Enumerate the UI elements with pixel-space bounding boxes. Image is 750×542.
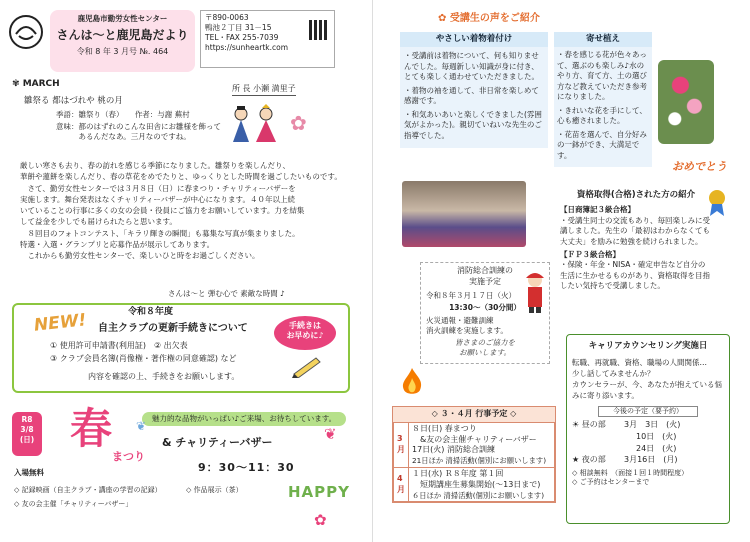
kimono-class-photo — [402, 181, 526, 247]
firefighter-illustration — [520, 270, 550, 318]
schedule-entry: 21日ほか 清掃活動(個別にお願いします) — [412, 456, 547, 466]
march-body: 厳しい寒さも去り、春の訪れを感じる季節になりました。雛祭りを楽しんだり、 華餅や蓮餅を楽しんだり、春の草花をめでたりと、ゆっくりとした時間を過ごしたいものです。 さて、勤労女性センターでは３月８日（日）に春まつり・チャリティーバザーを 実施します。舞台発表はなくチャリティーバザーが中心になります。４０年以上続 いていることの行事に多くの女の会員・役員にご協力をお願いしています。力を結集 して益金を少しでも届けられたらと思います。 ８回目のフォトコンテスト、「キラリ輝きの瞬間」も募集な写真が集まりました。 特選・入選・グランプリと応募作品が展示してあります。 これからも勤労女性センターで、楽しいひと時をお過ごしください。 — [20, 161, 342, 260]
schedule-entry: 17日(火) 消防総合訓練 — [412, 445, 495, 455]
drill-description: 火災通報・避難訓練 消火訓練を実施します。 — [426, 315, 508, 335]
contact-box — [200, 10, 335, 68]
schedule-entry: ６日ほか 清掃活動(個別にお願いします) — [412, 490, 545, 500]
haiku-author: 作者：与謝 蕪村 — [134, 110, 190, 119]
kimono-section — [400, 32, 548, 148]
flower-section — [554, 32, 652, 167]
pencil-icon — [290, 354, 324, 382]
schedule-heading: ◇ ３・４月 行事予定 ◇ — [393, 407, 555, 422]
renewal-confirm: 内容を確認の上、手続きをお願いします。 — [88, 372, 240, 381]
festival-haru: 春 — [70, 404, 113, 453]
flower-icon: ✾ — [12, 79, 23, 89]
renewal-item: ① 使用許可申請書(利用証) ② 出欠表 — [50, 341, 188, 350]
festival-note: ◇ 記録映画（自主クラブ・講座の学習の記録） — [14, 486, 162, 494]
flower-icon: ✿ — [438, 13, 450, 24]
march-signoff: さんは～と 弾む心で 素敵な時間 ♪ — [168, 289, 285, 298]
kimono-title: やさしい着物着付け — [400, 32, 548, 47]
boki-comment: ・受講生同士の交流もあり、毎回楽しみに受講しました。先生の「最初はわからなくても大丈夫」を励みに勉強を続けられました。 — [560, 215, 710, 246]
renewal-item: ③ クラブ会員名簿(肖像権・著作権の同意確認) など — [50, 354, 237, 363]
qr-code[interactable] — [304, 17, 330, 43]
new-badge: NEW! — [33, 310, 88, 336]
renewal-speech-bubble: 手続きは お早めに♪ — [274, 316, 336, 350]
fire-icon — [400, 368, 424, 400]
schedule-month: 4月 — [394, 468, 409, 502]
voices-heading: ✿ 受講生の声をご紹介 — [438, 13, 540, 24]
schedule-box — [392, 406, 556, 503]
march-heading: MARCH — [22, 79, 60, 89]
schedule-entry: 短期講座生募集開始(～13日まで) — [412, 479, 541, 489]
schedule-entry: &友の会主催チャリティーバザー — [412, 434, 537, 444]
festival-note: ◇ 作品展示（茶） — [186, 486, 243, 494]
festival-matsuri: まつり — [112, 450, 145, 463]
festival-tagline: 魅力的な品物がいっぱい♪ご来場、お待ちしています。 — [142, 412, 346, 426]
career-date-row: 10日 (火) — [636, 432, 677, 441]
table-row — [394, 468, 555, 502]
schedule-entry: ８日(日) 春まつり — [412, 423, 477, 433]
certificate-title: 資格取得(合格)された方の紹介 — [576, 190, 696, 200]
schedule-month: 3月 — [394, 422, 409, 467]
table-row — [394, 422, 555, 467]
drill-request: 皆さまのご協力を お願いします。 — [455, 338, 515, 358]
fp-comment: ・保険・年金・NISA・確定申告など自分の生活に生かせるものがあり、資格取得を目指したい気持ちで受講しました。 — [560, 260, 710, 291]
masthead — [50, 10, 195, 72]
page-divider — [372, 0, 373, 542]
flower-comment: ・きれいな花を手にして、心も癒されました。 — [557, 105, 647, 126]
center-logo — [8, 14, 44, 50]
renewal-title: 自主クラブの更新手続きについて — [98, 323, 248, 334]
career-date-row: ☀ 昼の部 3月 3日 (火) — [572, 420, 681, 430]
career-date-row: 24日 (火) — [636, 443, 677, 453]
festival-bazaar: & チャリティーバザー — [162, 436, 273, 449]
career-date-row: ★ 夜の部 3月16日 (月) — [572, 455, 678, 465]
hinamatsuri-dolls-illustration — [228, 104, 280, 146]
cherry-blossom-icon: ✿ — [314, 511, 327, 529]
renewal-era: 令和８年度 — [128, 307, 174, 317]
career-schedule-label: 今後の予定（要予約） — [598, 406, 698, 417]
award-ribbon-icon — [706, 188, 728, 220]
butterfly-icon: ❦ — [324, 425, 337, 443]
flower-pot-photo — [658, 60, 714, 144]
butterfly-icon: ❦ — [136, 419, 147, 433]
drill-title: 消防総合訓練の 実施予定 — [457, 266, 513, 286]
haiku-notes — [56, 110, 226, 142]
contact-address: 〒890-0063 鴨池２丁目 31－15 TEL・FAX 255-7039 https://sunheartk.com — [205, 13, 289, 53]
drill-date: 令和８年３月１７日（火） — [426, 290, 516, 300]
newsletter-title: さんは～と鹿児島だより — [56, 28, 189, 43]
career-note: ◇ 相談無料 （面接１回１時間程度） — [572, 468, 689, 477]
haiku-meaning: 意味：都のはずれのこんな田舎にお雛様を飾って あるんだなあ。三月なのですね。 — [56, 122, 221, 142]
schedule-entry: １日(水) Ｒ８年度 第１回 — [412, 469, 504, 479]
issue-number: 令和 8 年 3 月号 №. 464 — [76, 47, 169, 57]
kimono-comment: ・和気あいあいと楽しくできました(雰囲気がよかった)。親切ていねいな先生のご指導でした。 — [404, 109, 542, 140]
director-name: 所 長 小瀬 満里子 — [232, 84, 296, 96]
fp-heading: 【ＦＰ３級合格】 — [560, 250, 620, 260]
drill-time: 13:30～（30分間） — [449, 302, 521, 312]
happy-text: HAPPY — [288, 483, 351, 501]
kimono-comment: ・着物の袖を通して、非日常を楽しめて感謝です。 — [404, 85, 539, 106]
career-body: 転職、再就職、資格、職場の人間関係… 少し話してみませんか？ カウンセラーが、今、あなたが抱えている悩みに寄り添います。 — [572, 358, 722, 401]
festival-note: ◇ 友の会主催「チャリティーバザー」 — [14, 500, 133, 508]
career-note: ◇ ご予約はセンターまで — [572, 478, 650, 487]
kimono-comment: ・受講前は着物について、何も知りませんでした。毎週新しい知識が身に付き、とても楽しく通わせていただきました。 — [404, 51, 539, 82]
certificate-section — [560, 190, 712, 292]
flower-comment: ・春を感じる花が色々あって、選ぶのも楽しみ♪水のやり方、育て方、土の選び方など教えていただき参考になりました。 — [557, 50, 647, 102]
haiku-season: 季語：雛祭り（春） — [56, 110, 120, 119]
cherry-blossom-icon: ✿ — [290, 111, 307, 135]
flower-comment: ・花苗を選んで、自分好みの一鉢ができ、大満足です。 — [557, 129, 647, 160]
career-title: キャリアカウンセリング実施日 — [588, 341, 708, 351]
boki-heading: 【日商簿記３級合格】 — [560, 205, 635, 215]
org-name: 鹿児島市勤労女性センター — [77, 14, 168, 23]
haiku-line: 雛祭る 都はづれや 桃の月 — [24, 96, 123, 106]
festival-entry: 入場無料 — [14, 468, 44, 477]
schedule-table — [393, 422, 555, 503]
career-box — [566, 334, 730, 524]
festival-date-badge: R8 3/8 (日) — [12, 412, 42, 456]
flower-title: 寄せ植え — [554, 32, 652, 47]
omedeto-text: おめでとう — [672, 160, 727, 173]
festival-time: 9：30～11：30 — [198, 461, 295, 474]
